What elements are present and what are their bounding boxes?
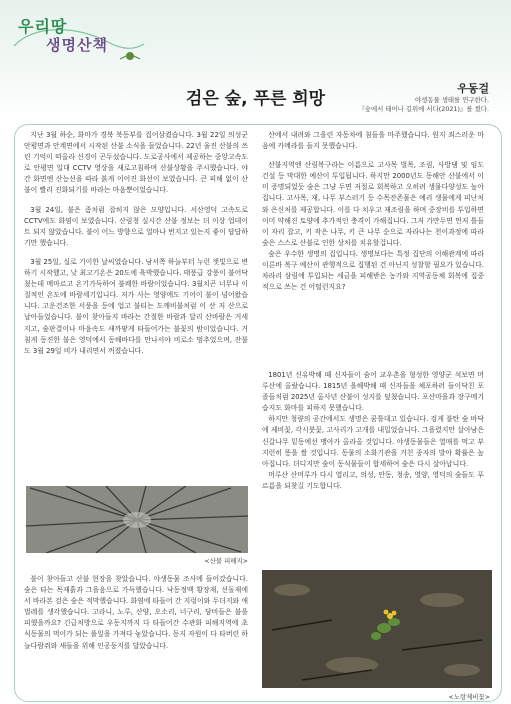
author-book: 『숲에서 태어나 길위에 서다(2021)』를 썼다.: [358, 105, 489, 113]
column-right: [262, 130, 484, 293]
article-title: 검은 숲, 푸른 희망: [185, 89, 326, 109]
photo-caption: <산불 피해지>: [204, 557, 248, 565]
paragraph: 3월 25일, 실로 기이한 날씨였습니다. 남서쪽 하늘부터 누런 잿빛으로 변하기 시작했고, 낮 최고기온은 20도에 육박했습니다. 태풍급 강풍이 불어닥쳤는데 메마르고 온기가득하여 불쾌한 바람이었습니다. 3월치곤 너무나 이질적인 온도에 바람세기입니다. 저가 사는 영양에도 기어이 불이 넘어왔습니다. 고운건조한 서풍을 등에 업고 불티는 도깨비불처럼 이 산 저 산으로 날아들었습니다. 불이 찾아들지 바라는 간절한 바람과 달리 산바람은 거세지고, 숲판결이나 마음속도 새까맣게 타들어가는 불꽃의 밤이었습니다. 거침게 동진한 불은 영덕에서 동해바다를 만나서야 비로소 멈추었으며, 잔불도 3월 29일 비가 내리면서 꺼졌습니다.: [24, 257, 248, 355]
paragraph: 1801년 신유박해 때 신자들이 숨어 교우촌을 형성한 영양군 석보면 머루산에 올랐습니다. 1815년 을해박해 때 신자들을 체포하러 들이닥친 포졸들처럼 2025년 올사년 산불이 성지를 덮쳤습니다. 포산마을과 장구메기 습지도 화마를 피하지 못했습니다.: [262, 371, 484, 413]
author-block: [358, 80, 489, 114]
column-right-lower: [262, 370, 484, 492]
paragraph: 산불지역엔 산림복구라는 이름으로 고사목 벌목, 조림, 사방댐 및 임도 건설 등 막대한 예산이 투입됩니다. 하지만 2000년도 동해안 산불에서 이미 증명되었듯 숲은 그냥 두면 저절로 회복하고 오히려 생물다양성도 높아집니다. 고사목, 재, 나무 부스러기 등 수목잔존물은 예리 생물에게 피난처와 은신처를 제공합니다. 이를 다 치우고 재조림을 하며 중장비를 투입하면 이미 약해진 토양에 추가적인 충격이 가해집니다. 그저 가만두면 먼저 틀들이 자리 잡고, 키 작은 나무, 키 큰 나무 순으로 자라나는 천이과정에 따라 숲은 스스로 산불로 인한 상처를 치유할겁니다.: [262, 161, 484, 247]
burned-forest-photo: [26, 486, 248, 553]
paragraph: 숲은 우수한 생명의 집입니다. 생명보다는 특정 집단의 이해관계에 따라 이른바 복구 예산이 관행적으로 집행된 건 아닌지 성찰할 필요가 있습니다. 차라리 삼림에 투입되는 세금을 피해받은 농가와 지역공동체 회복에 집중적으로 쓰는 건 어떨런지요?: [262, 249, 484, 292]
paragraph: 머루산 산머루가 다시 열리고, 의성, 안동, 청송, 영양, 영덕의 숲들도 푸르름을 되찾길 기도합니다.: [262, 470, 484, 490]
logo-line1: 우리땅: [18, 17, 68, 36]
paragraph: 불이 찾아들고 산불 현장을 찾았습니다. 야생동물 조사에 들어갔습니다. 숲은 타는 목재흙과 그을음으로 가득했습니다. 낙동정맥 황장재, 선돌재에서 바라본 검은 숲은 적막했습니다. 화염에 타들어 간 지렁이와 두더지와 애벌레를 생각했습니다. 고라니, 노루, 산양, 오소리, 너구리, 담비들은 불을 피했을까요? 긴급처방으로 우동지까지 다 타들어간 수관화 피해지역에 초식동물의 먹이가 되는 풀잎을 가져다 놓았습니다. 동지 자원이 다 타버린 하늘다람쥐와 새들을 위해 인공둥지를 달았습니다.: [24, 575, 248, 650]
column-left: [24, 130, 248, 357]
logo-line2: 생명산책: [46, 36, 108, 54]
violet-flower-photo: [262, 570, 492, 688]
author-role: 야생동물 생태를 연구한다.: [414, 96, 489, 104]
paragraph: 3월 24일, 불은 좀처럼 잡히지 않은 모양입니다. 서산영덕 고속도로 CCTV에도 화염이 보였습니다. 산림청 실시간 산불 정보는 더 이상 업데이트 되지 않았습니다. 불이 어느 방향으로 얼마나 번지고 있는지 좋이 답답하기만 했습니다.: [24, 205, 248, 247]
paragraph: 하지만 청량의 공간에서도 생명은 꿈틀대고 있습니다. 검게 불탄 숲 바닥에 제비꽃, 각시붓꽃, 고사리가 고개를 내밀었습니다. 그을렸지만 살아남은 신갈나무 밑동에선 맹아가 올라올 것입니다. 야생동물들은 열매를 먹고 부지런히 똥을 쌀 것입니다. 동물의 소화기관을 거친 종자의 발아 확률은 높아집니다. 더디지만 숲이 동식물들이 합세하여 숲은 다시 살아납니다.: [262, 415, 484, 468]
paragraph: 지난 3월 하순, 화마가 경북 북동부를 집어삼켰습니다. 3월 22일 의성군 안평면과 안계면에서 시작된 산불 소식을 들었습니다. 22년 울진 산불의 쓰린 기억이 떠올라 신경이 곤두섰습니다. 도로공사에서 제공하는 중앙고속도로 안평면 일대 CCTV 영상을 새로고침하며 산불상황을 주시했습니다. 야간 화면엔 산능선을 따라 붉게 이어진 화선이 보였습니다. 큰 피해 없이 산불이 빨리 진화되기를 바라는 마음뿐이었습니다.: [24, 131, 248, 195]
photo-caption: <노랑제비꽃>: [448, 693, 490, 701]
series-logo: [12, 14, 152, 62]
author-name: 우동걸: [457, 82, 489, 95]
paragraph: 산에서 내려와 그을린 자동차에 침들을 마주했습니다. 원지 죄스러운 마음에 카메라를 들지 못했습니다.: [262, 131, 484, 151]
column-left-lower: [24, 574, 248, 652]
